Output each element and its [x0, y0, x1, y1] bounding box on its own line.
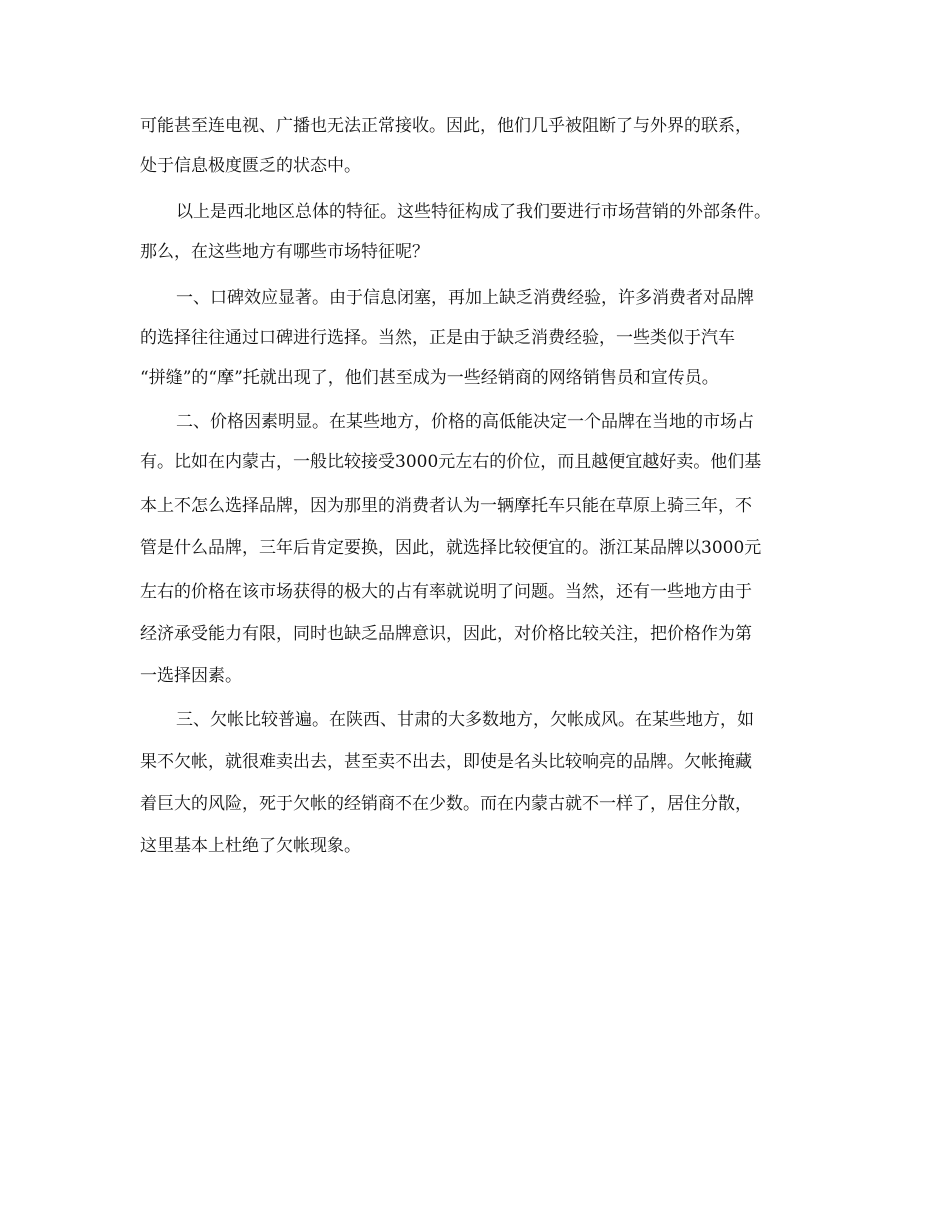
- text-line: 的选择往往通过口碑进行选择。当然，正是由于缺乏消费经验，一些类似于汽车: [140, 328, 735, 348]
- text-line: 经济承受能力有限，同时也缺乏品牌意识，因此，对价格比较关注，把价格作为第: [140, 624, 752, 644]
- text-line: 处于信息极度匮乏的状态中。: [140, 156, 361, 176]
- text-line: 本上不怎么选择品牌，因为那里的消费者认为一辆摩托车只能在草原上骑三年，不: [140, 496, 752, 516]
- text-line: 着巨大的风险，死于欠帐的经销商不在少数。而在内蒙古就不一样了，居住分散，: [140, 794, 752, 814]
- text-line: 一、口碑效应显著。由于信息闭塞，再加上缺乏消费经验，许多消费者对品牌: [176, 288, 754, 308]
- text-line: “拼缝”的“摩”托就出现了，他们甚至成为一些经销商的网络销售员和宣传员。: [140, 368, 719, 388]
- text-line: 这里基本上杜绝了欠帐现象。: [140, 836, 361, 856]
- text-line: 可能甚至连电视、广播也无法正常接收。因此，他们几乎被阻断了与外界的联系，: [140, 116, 752, 136]
- text-line: 以上是西北地区总体的特征。这些特征构成了我们要进行市场营销的外部条件。: [176, 202, 771, 222]
- text-line: 管是什么品牌，三年后肯定要换，因此，就选择比较便宜的。浙江某品牌以3000元: [140, 538, 762, 558]
- text-line: 一选择因素。: [140, 666, 242, 686]
- text-line: 三、欠帐比较普遍。在陕西、甘肃的大多数地方，欠帐成风。在某些地方，如: [176, 710, 754, 730]
- text-line: 二、价格因素明显。在某些地方，价格的高低能决定一个品牌在当地的市场占: [176, 412, 754, 432]
- text-line: 那么，在这些地方有哪些市场特征呢？: [140, 242, 429, 262]
- text-line: 左右的价格在该市场获得的极大的占有率就说明了问题。当然，还有一些地方由于: [140, 582, 752, 602]
- text-line: 果不欠帐，就很难卖出去，甚至卖不出去，即使是名头比较响亮的品牌。欠帐掩藏: [140, 752, 752, 772]
- text-line: 有。比如在内蒙古，一般比较接受3000元左右的价位，而且越便宜越好卖。他们基: [140, 452, 762, 472]
